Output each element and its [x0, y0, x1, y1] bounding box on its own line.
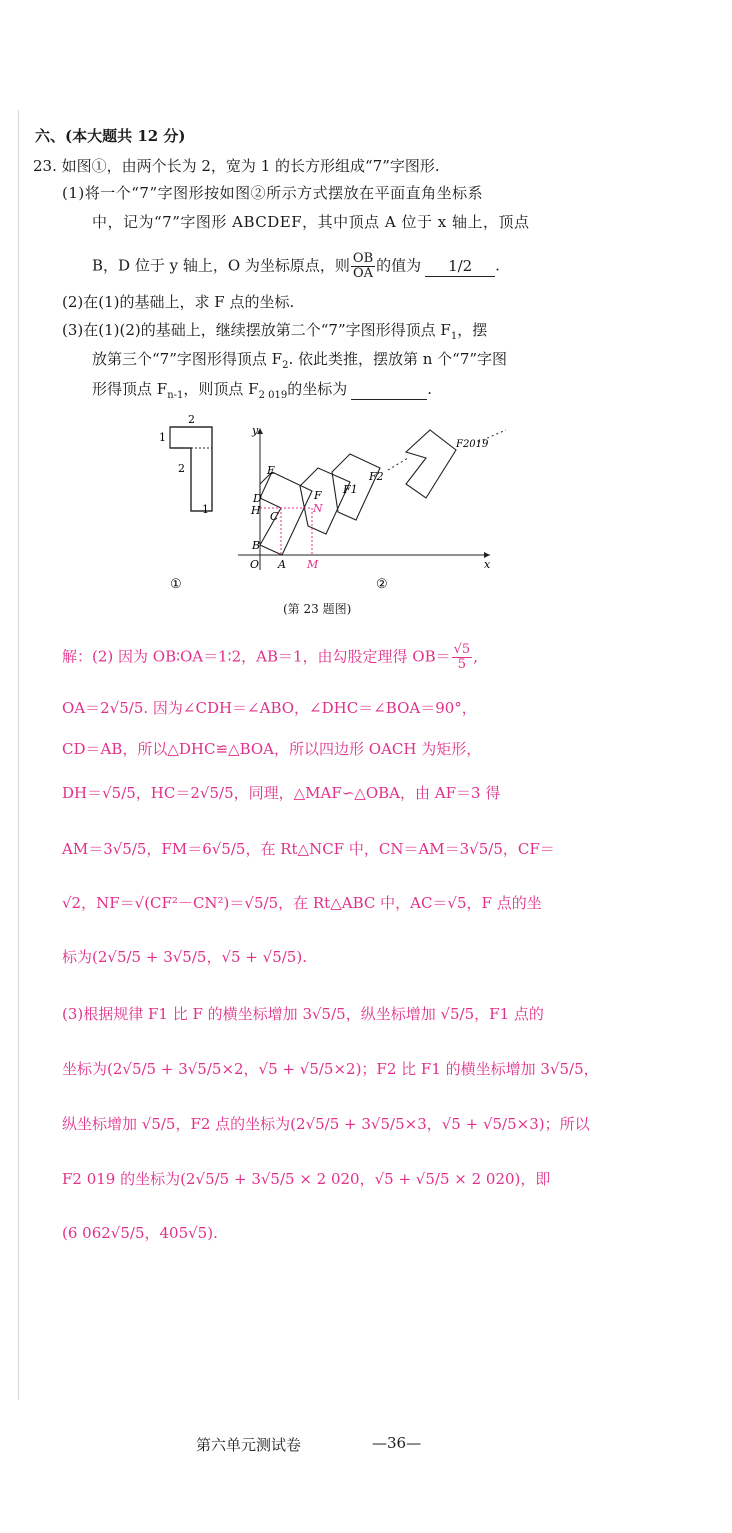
point-b: B [252, 539, 261, 552]
part2-text: (2)在(1)的基础上，求 F 点的坐标. [62, 293, 295, 311]
solution-line-7: 标为(2√5/5 + 3√5/5，√5 + √5/5). [62, 948, 307, 966]
x-axis-label: x [484, 558, 491, 571]
seven-polygon [170, 427, 212, 511]
point-e: E [267, 464, 276, 477]
problem-stem: 23. 如图①，由两个长为 2，宽为 1 的长方形组成“7”字图形. [33, 157, 440, 175]
solution-line-4: DH＝√5/5，HC＝2√5/5，同理，△MAF∽△OBA，由 AF＝3 得 [62, 784, 501, 802]
part3-line2-end: . 依此类推，摆放第 n 个“7”字图 [288, 350, 508, 368]
part3-line1-text: (3)在(1)(2)的基础上，继续摆放第二个“7”字图形得顶点 F [62, 321, 451, 339]
fig1-label-left: 1 [159, 431, 166, 444]
origin-label: O [250, 558, 260, 571]
part3-line2 [92, 349, 507, 376]
point-d: D [253, 492, 262, 505]
solution-line-11: F2 019 的坐标为(2√5/5 + 3√5/5 × 2 020，√5 + √5/5 × 2 020)，即 [62, 1170, 551, 1188]
point-m: M [307, 558, 319, 571]
footer-unit-title: 第六单元测试卷 [196, 1436, 302, 1454]
part3-line2-sub: 2 [282, 360, 289, 371]
solution-l1-text: 解：(2) 因为 OB∶OA＝1∶2，AB＝1，由勾股定理得 OB＝ [62, 647, 451, 666]
part3-line1 [62, 320, 487, 347]
point-h: H [251, 504, 261, 517]
part3-line3: 形得顶点 $F_{n-1}$，则顶点 $F_{2 019}$的坐标为 . [92, 380, 432, 401]
figure-caption: (第 23 题图) [283, 602, 352, 616]
point-f2019: F2019 [456, 439, 489, 450]
part3-line3-text: 形得顶点 F [92, 380, 168, 398]
part3-line3-end: 的坐标为 [287, 380, 348, 398]
part3-line2-text: 放第三个“7”字图形得顶点 F [92, 350, 283, 368]
seven-shape-1 [260, 472, 312, 555]
sqrt5-over-5: $\frac{√5}{5}$ [453, 642, 471, 672]
solution-line-2: OA＝2√5/5. 因为∠CDH＝∠ABO，∠DHC＝∠BOA＝90°， [62, 699, 477, 717]
y-axis-label: y [252, 424, 259, 437]
part1-line3: B，D 位于 y 轴上，O 为坐标原点，则 $\frac{OB}{OA}$ 的值为 1/2 . [92, 251, 500, 281]
part1-answer: 1/2 [448, 256, 473, 275]
part3-line1-sub: 1 [450, 331, 458, 342]
fig1-label-bottom: 1 [202, 503, 209, 516]
part1-line2: 中，记为“7”字图形 ABCDEF，其中顶点 A 位于 x 轴上，顶点 [92, 213, 530, 231]
point-f: F [314, 489, 322, 502]
fig2-caption: ② [376, 577, 388, 592]
part3-answer-blank [351, 379, 427, 400]
part1-answer-blank [425, 256, 495, 277]
part1-text-a: B，D 位于 y 轴上，O 为坐标原点，则 [92, 256, 350, 275]
solution-line-8: (3)根据规律 F1 比 F 的横坐标增加 3√5/5，纵坐标增加 √5/5，F1 点的 [62, 1005, 544, 1023]
geometry-figure [150, 410, 530, 600]
solution-line-10: 纵坐标增加 √5/5，F2 点的坐标为(2√5/5 + 3√5/5×3，√5 + √5/5×3)；所以 [62, 1115, 590, 1133]
solution-line-1: 解：(2) 因为 OB∶OA＝1∶2，AB＝1，由勾股定理得 OB＝ $\frac{√5}{5}$ , [62, 642, 478, 672]
section-title: 六、(本大题共 12 分) [35, 127, 186, 145]
solution-line-9: 坐标为(2√5/5 + 3√5/5×2，√5 + √5/5×2)；F2 比 F1 的横坐标增加 3√5/5， [62, 1060, 599, 1078]
solution-line-3: CD＝AB，所以△DHC≌△BOA，所以四边形 OACH 为矩形， [62, 740, 482, 758]
fig1-label-top: 2 [188, 413, 195, 426]
fraction-denominator: OA [352, 266, 374, 281]
part3-line1-end: ，摆 [457, 321, 488, 339]
seven-shape-f2019 [406, 430, 456, 498]
part1-text-b: 的值为 [376, 256, 422, 275]
ob-over-oa-fraction [351, 252, 375, 281]
binding-margin-line [18, 110, 19, 1400]
footer-page-number: —36— [372, 1434, 422, 1452]
part3-line3-sub1: n-1 [167, 390, 184, 401]
part3-line3-mid: ，则顶点 F [183, 380, 259, 398]
point-n: N [313, 502, 323, 515]
point-f1: F1 [343, 483, 358, 496]
fig1-label-mid: 2 [178, 462, 185, 475]
part1-line1: (1)将一个“7”字图形按如图②所示方式摆放在平面直角坐标系 [62, 184, 484, 202]
solution-line-5: AM＝3√5/5，FM＝6√5/5，在 Rt△NCF 中，CN＝AM＝3√5/5，CF＝ [62, 840, 555, 858]
part3-line3-sub2: 2 019 [258, 390, 288, 401]
figure-1-seven-shape [159, 413, 212, 592]
point-a: A [278, 558, 286, 571]
fig1-caption: ① [170, 577, 182, 592]
figure-2-coordinate-plane [238, 424, 506, 592]
fraction-numerator: OB [352, 251, 374, 266]
solution-line-6: √2，NF＝√(CF²－CN²)＝√5/5，在 Rt△ABC 中，AC＝√5，F 点的坐 [62, 894, 542, 912]
point-f2: F2 [369, 470, 384, 483]
dots-before-f2019 [388, 458, 408, 470]
solution-line-12: (6 062√5/5，405√5). [62, 1224, 218, 1242]
point-c: C [270, 510, 279, 523]
